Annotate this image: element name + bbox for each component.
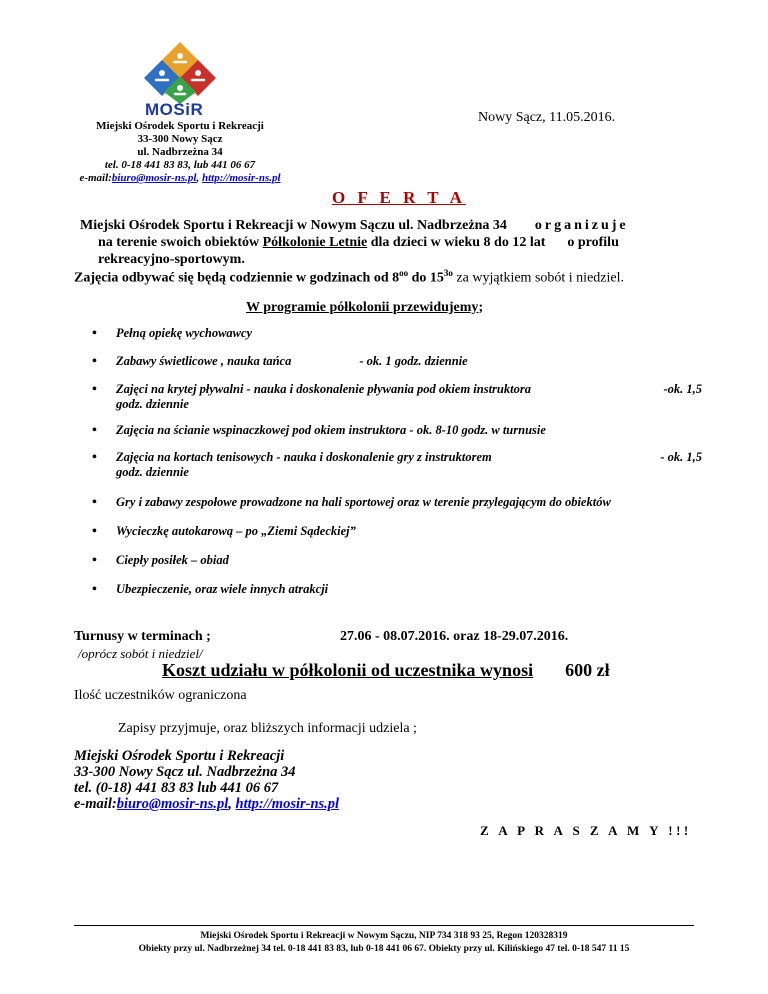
program-item (92, 382, 702, 412)
contact-email-link[interactable]: biuro@mosir-ns.pl (116, 796, 229, 812)
org-email-label: e-mail: (79, 172, 112, 184)
program-item-continuation: godz. dziennie (116, 465, 189, 479)
program-item (92, 354, 702, 369)
intro-line2-a: na terenie swoich obiektów (98, 235, 260, 250)
turnusy-note: /oprócz sobót i niedziel/ (78, 646, 203, 661)
intro-line2-c: o profilu (567, 235, 619, 250)
org-street: ul. Nadbrzeżna 34 (137, 146, 223, 158)
mosir-logo-icon (140, 40, 220, 104)
program-item-text: Ciepły posiłek – obiad (116, 553, 229, 567)
contact-address: 33-300 Nowy Sącz ul. Nadbrzeżna 34 (74, 764, 296, 780)
footer-line-1: Miejski Ośrodek Sportu i Rekreacji w Nowym Sączu, NIP 734 318 93 25, Regon 120328319 (200, 931, 568, 941)
org-web-link[interactable]: http://mosir-ns.pl (202, 172, 281, 184)
turnusy-dates: 27.06 - 08.07.2016. oraz 18-29.07.2016. (340, 629, 569, 644)
program-item (92, 582, 702, 597)
registration-info: Zapisy przyjmuje, oraz bliższych informacji udziela ; (118, 721, 417, 736)
program-item (92, 450, 702, 480)
intro-line4-sup1: oo (399, 268, 409, 278)
intro-line-4 (74, 268, 624, 287)
org-city: 33-300 Nowy Sącz (137, 133, 223, 145)
intro-polkolonie: Półkolonie Letnie (262, 235, 368, 250)
participants-limit: Ilość uczestników ograniczona (74, 688, 247, 703)
program-heading-text: W programie półkolonii przewidujemy (246, 300, 479, 315)
program-heading-suffix: ; (478, 300, 484, 315)
program-item-continuation: godz. dziennie (116, 397, 189, 411)
contact-web-link[interactable]: http://mosir-ns.pl (235, 796, 340, 812)
program-heading (246, 300, 483, 316)
cost-price: 600 zł (565, 660, 610, 680)
program-item-duration: - ok. 1 godz. dziennie (359, 354, 468, 368)
org-contact-line: e-mail:biuro@mosir-ns.pl, http://mosir-ns.pl (79, 172, 281, 184)
program-item-duration: - ok. 1,5 (660, 450, 702, 464)
contact-block (74, 748, 339, 812)
footer-divider (74, 925, 694, 926)
program-item-text: Pełną opiekę wychowawcy (116, 326, 253, 340)
program-item-text: Zajęcia na ścianie wspinaczkowej pod okiem instruktora - ok. 8-10 godz. w turnusie (116, 423, 546, 437)
document-title: O F E R T A (332, 188, 466, 207)
org-email-link[interactable]: biuro@mosir-ns.pl (111, 172, 197, 184)
closing-invitation: Z A P R A S Z A M Y !!! (480, 823, 692, 838)
contact-phone: tel. (0-18) 441 83 83 lub 441 06 67 (74, 780, 279, 796)
program-item-text: • Zajęci na krytej pływalni - nauka i doskonalenie pływania pod okiem instruktora (116, 382, 531, 396)
contact-name: Miejski Ośrodek Sportu i Rekreacji (74, 748, 285, 764)
intro-line4-sup2: 3o (443, 268, 453, 278)
program-item-text: Ubezpieczenie, oraz wiele innych atrakcji (116, 582, 329, 596)
contact-links: e-mail:biuro@mosir-ns.pl, http://mosir-ns.pl (74, 796, 340, 812)
footer-line-2: Obiekty przy ul. Nadbrzeżnej 34 tel. 0-18 441 83 83, lub 0-18 441 06 67. Obiekty przy ul. Kilińskiego 47 tel. 0-18 547 11 15 (138, 944, 630, 954)
intro-line4-c: za wyjątkiem sobót i niedziel. (452, 270, 624, 286)
cost-line (162, 660, 610, 681)
intro-line-3: rekreacyjno-sportowym. (98, 252, 245, 267)
contact-email-label: e-mail: (74, 796, 117, 812)
intro-line-1 (80, 218, 629, 234)
intro-organizuje: organizuje (534, 218, 629, 233)
program-item (92, 326, 702, 341)
logo-text: MOSiR (145, 100, 204, 119)
program-item (92, 524, 702, 539)
program-item (92, 495, 702, 510)
turnusy-label: Turnusy w terminach ; (74, 629, 211, 644)
intro-line-2 (98, 235, 619, 251)
program-item-text: • Zajęcia na kortach tenisowych - nauka i doskonalenie gry z instruktorem (116, 450, 492, 464)
program-item (92, 553, 702, 568)
org-name: Miejski Ośrodek Sportu i Rekreacji (96, 120, 264, 132)
program-item (92, 423, 702, 438)
intro-line4-a: Zajęcia odbywać się będą codziennie w godzinach od 8 (74, 270, 400, 286)
intro-line4-b: do 15 (408, 270, 444, 286)
program-item-duration: -ok. 1,5 (663, 382, 702, 396)
document-date: Nowy Sącz, 11.05.2016. (478, 110, 616, 125)
org-phone: tel. 0-18 441 83 83, lub 441 06 67 (104, 159, 256, 171)
intro-line2-b: dla dzieci w wieku 8 do 12 lat (370, 235, 546, 250)
program-item-text: Wycieczkę autokarową – po „Ziemi Sądeckiej” (116, 524, 356, 538)
org-header-block (40, 120, 320, 185)
program-item-text: Gry i zabawy zespołowe prowadzone na hali sportowej oraz w terenie przylegającym do obiektów (116, 495, 611, 509)
program-list (92, 320, 702, 597)
intro-org-text: Miejski Ośrodek Sportu i Rekreacji w Nowym Sączu ul. Nadbrzeżna 34 (80, 218, 507, 233)
program-item-text: Zabawy świetlicowe , nauka tańca (116, 354, 292, 368)
cost-text: Koszt udziału w półkolonii od uczestnika wynosi (162, 660, 534, 680)
